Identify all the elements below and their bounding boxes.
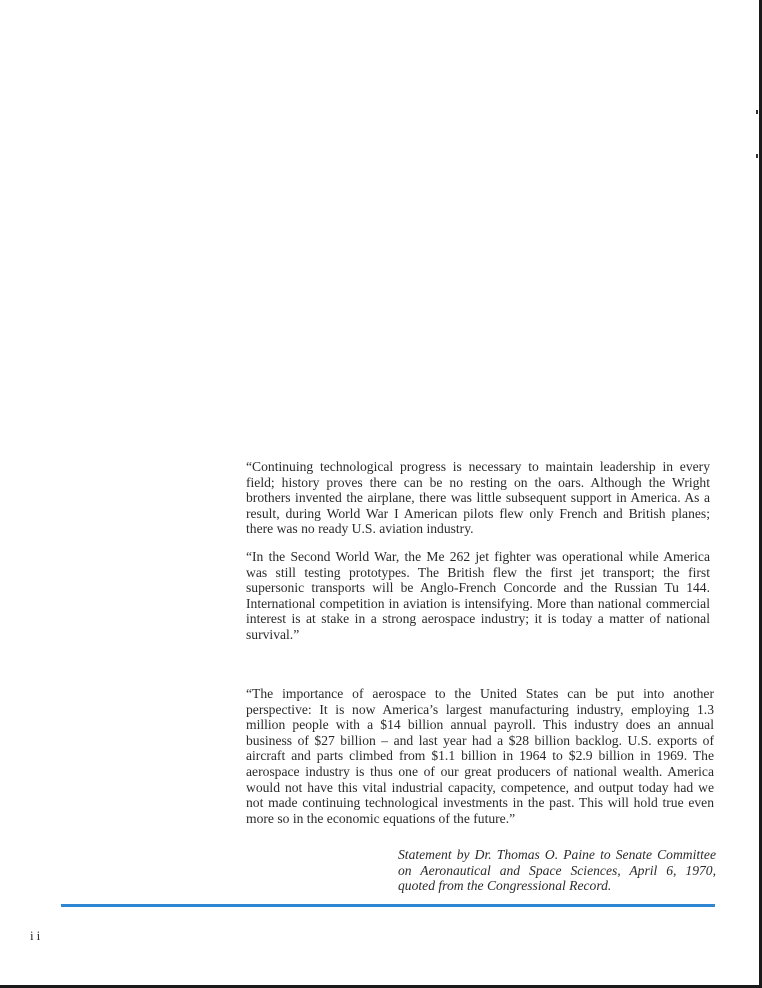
quote-paragraph-2: “In the Second World War, the Me 262 jet fighter was operational while America was still testing prototypes. The British flew the first jet transport; the first supersonic transports will be Anglo-French Concorde and the Russian Tu 144. International competition in aviation is intensifying. More than national commercial interest is at stake in a strong aerospace industry; it is today a matter of national survival.”	[246, 549, 710, 642]
edge-mark	[756, 110, 758, 114]
attribution: Statement by Dr. Thomas O. Paine to Senate Committee on Aeronautical and Space Sciences, April 6, 1970, quoted from the Congressional Record.	[398, 847, 716, 894]
edge-mark	[756, 154, 758, 158]
footer-rule	[61, 904, 715, 907]
quote-paragraph-1: “Continuing technological progress is necessary to maintain leadership in every field; history proves there can be no resting on the oars. Although the Wright brothers invented the airplane, there was little subsequent support in America. As a result, during World War I American pilots flew only French and British planes; there was no ready U.S. aviation industry.	[246, 459, 710, 537]
quote-paragraph-3: “The importance of aerospace to the United States can be put into another perspective: It is now America’s largest manufacturing industry, employing 1.3 million people with a $14 billion annual payroll. This industry does an annual business of $27 billion – and last year had a $28 billion backlog. U.S. exports of aircraft and parts climbed from $1.1 billion in 1964 to $2.9 billion in 1969. The aerospace industry is thus one of our great producers of national wealth. America would not have this vital industrial capacity, competence, and output today had we not made continuing technological investments in the past. This will hold true even more so in the economic equations of the future.”	[246, 686, 714, 826]
page-number: ii	[30, 928, 44, 943]
